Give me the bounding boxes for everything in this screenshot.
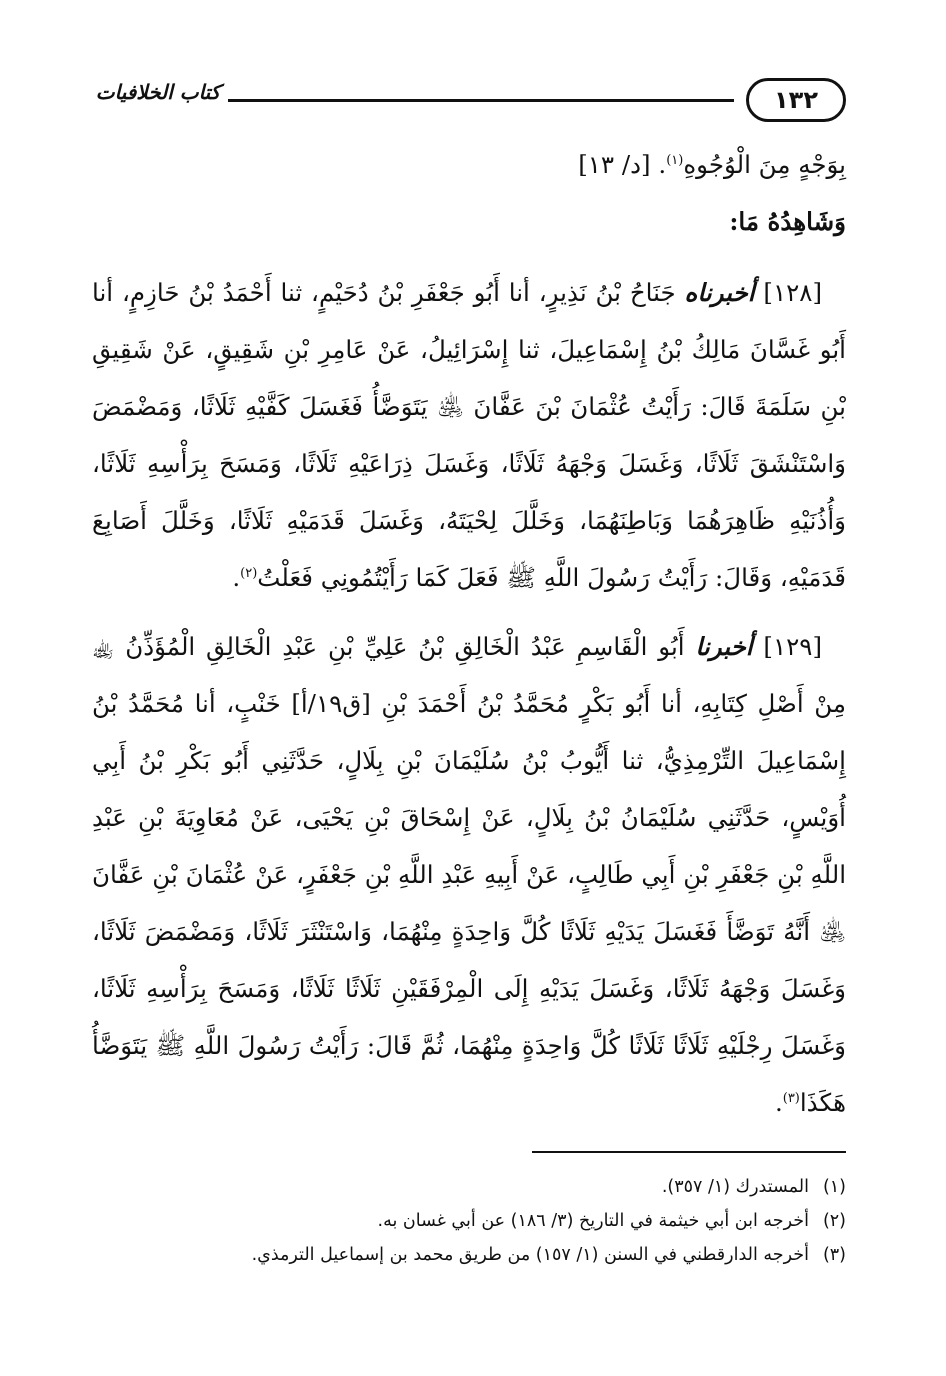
narration-word: أخبرنا xyxy=(695,632,753,661)
footnote-item xyxy=(92,1238,846,1272)
hadith-number: [١٢٩] xyxy=(763,632,822,661)
hadith-text: جَنَاحُ بْنُ نَذِيرٍ، أنا أَبُو جَعْفَرِ بْنُ دُحَيْمٍ، ثنا أَحْمَدُ بْنُ حَازِمٍ، أنا أَبُو غَسَّانَ مَالِكُ بْنُ إِسْمَاعِيلَ، ثنا إِسْرَائِيلُ، عَنْ عَامِرِ بْنِ شَقِيقٍ، عَنْ شَقِيقِ بْنِ سَلَمَةَ قَالَ: رَأَيْتُ عُثْمَانَ بْنَ عَفَّانَ ﵁ يَتَوَضَّأُ فَغَسَلَ كَفَّيْهِ ثَلَاثًا، وَمَضْمَضَ وَاسْتَنْشَقَ ثَلَاثًا، وَغَسَلَ وَجْهَهُ ثَلَاثًا، وَغَسَلَ ذِرَاعَيْهِ ثَلَاثًا، وَمَسَحَ بِرَأْسِهِ ثَلَاثًا، وَأُذُنَيْهِ ظَاهِرَهُمَا وَبَاطِنَهُمَا، وَخَلَّلَ لِحْيَتَهُ، وَغَسَلَ قَدَمَيْهِ ثَلَاثًا، وَخَلَّلَ أَصَابِعَ قَدَمَيْهِ، وَقَالَ: رَأَيْتُ رَسُولَ اللَّهِ ﷺ فَعَلَ كَمَا رَأَيْتُمُونِي فَعَلْتُ xyxy=(92,278,846,592)
hadith-end: . xyxy=(774,1088,783,1117)
page-number: ١٣٢ xyxy=(746,78,846,122)
book-title: كتاب الخلافيات xyxy=(95,80,221,104)
footnotes xyxy=(92,1170,846,1272)
footnote-text: أخرجه الدارقطني في السنن (١/ ١٥٧) من طريق محمد بن إسماعيل الترمذي. xyxy=(251,1245,809,1265)
footnote-text: أخرجه ابن أبي خيثمة في التاريخ (٣/ ١٨٦) عن أبي غسان به. xyxy=(377,1211,809,1231)
continuation-text: بِوَجْهٍ مِنَ الْوُجُوهِ xyxy=(683,150,846,179)
footnote-marker-2: (٢) xyxy=(240,565,258,581)
footnote-text: المستدرك (١/ ٣٥٧). xyxy=(661,1177,809,1197)
hadith-129 xyxy=(92,618,846,1131)
footnote-marker-3: (٣) xyxy=(782,1090,800,1106)
footnote-separator xyxy=(532,1151,846,1153)
continuation-line xyxy=(92,136,846,193)
main-text xyxy=(92,136,846,1143)
footnote-item xyxy=(92,1204,846,1238)
footnote-item xyxy=(92,1170,846,1204)
narration-word: أخبرناه xyxy=(684,278,755,307)
hadith-number: [١٢٨] xyxy=(763,278,823,307)
manuscript-ref: . [د/ ١٣] xyxy=(578,150,667,179)
header-rule xyxy=(228,99,734,102)
hadith-128 xyxy=(92,264,846,606)
page-header xyxy=(92,72,846,128)
footnote-number: (٢) xyxy=(822,1211,846,1231)
section-heading: وَشَاهِدُهُ مَا: xyxy=(729,207,846,236)
hadith-text: أَبُو الْقَاسِمِ عَبْدُ الْخَالِقِ بْنُ عَلِيِّ بْنِ عَبْدِ الْخَالِقِ الْمُؤَذِّنُ ﵀ مِنْ أَصْلِ كِتَابِهِ، أنا أَبُو بَكْرٍ مُحَمَّدُ بْنُ أَحْمَدَ بْنِ [ق١٩/أ] خَنْبٍ، أنا مُحَمَّدُ بْنُ إِسْمَاعِيلَ التِّرْمِذِيُّ، ثنا أَيُّوبُ بْنُ سُلَيْمَانَ بْنِ بِلَالٍ، حَدَّثَنِي أَبُو بَكْرِ بْنُ أَبِي أُوَيْسٍ، حَدَّثَنِي سُلَيْمَانُ بْنُ بِلَالٍ، عَنْ إِسْحَاقَ بْنِ يَحْيَى، عَنْ مُعَاوِيَةَ بْنِ عَبْدِ اللَّهِ بْنِ جَعْفَرِ بْنِ أَبِي طَالِبٍ، عَنْ أَبِيهِ عَبْدِ اللَّهِ بْنِ جَعْفَرٍ، عَنْ عُثْمَانَ بْنِ عَفَّانَ ﵁ أَنَّهُ تَوَضَّأَ فَغَسَلَ يَدَيْهِ ثَلَاثًا كُلَّ وَاحِدَةٍ مِنْهُمَا، وَاسْتَنْثَرَ ثَلَاثًا، وَمَضْمَضَ ثَلَاثًا، وَغَسَلَ وَجْهَهُ ثَلَاثًا، وَغَسَلَ يَدَيْهِ إِلَى الْمِرْفَقَيْنِ ثَلَاثًا ثَلَاثًا، وَمَسَحَ بِرَأْسِهِ ثَلَاثًا، وَغَسَلَ رِجْلَيْهِ ثَلَاثًا ثَلَاثًا كُلَّ وَاحِدَةٍ مِنْهُمَا، ثُمَّ قَالَ: رَأَيْتُ رَسُولَ اللَّهِ ﷺ يَتَوَضَّأُ هَكَذَا xyxy=(92,632,846,1117)
footnote-number: (٣) xyxy=(822,1245,846,1265)
footnote-marker-1: (١) xyxy=(666,152,684,168)
hadith-end: . xyxy=(232,563,241,592)
footnote-number: (١) xyxy=(822,1177,846,1197)
